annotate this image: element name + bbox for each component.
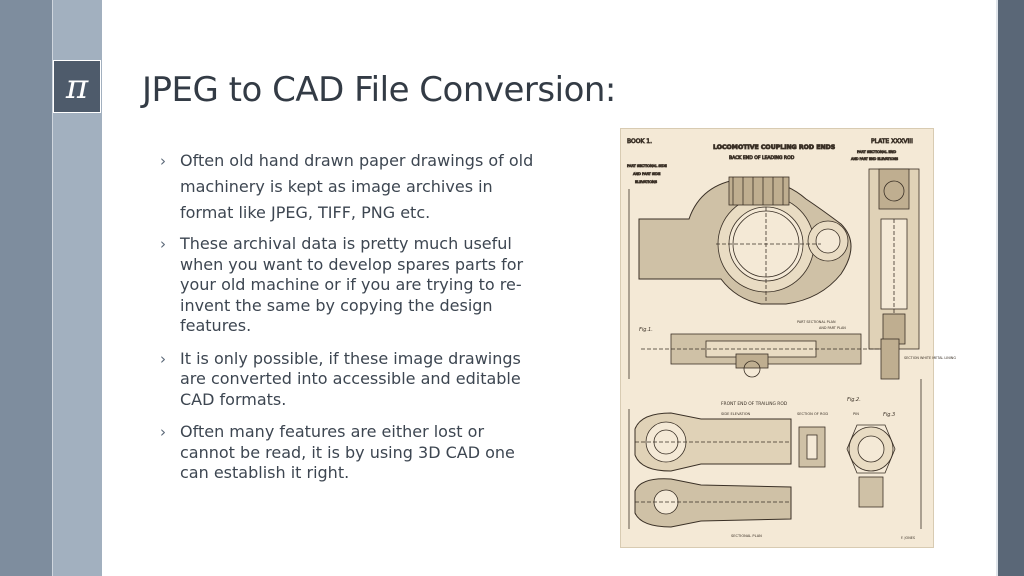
left-accent-band	[0, 0, 52, 576]
section-white-metal: SECTION WHITE METAL LINING	[904, 356, 956, 360]
bullet-text: Often many features are either lost or cannot be read, it is by using 3D CAD one can establish it right.	[180, 422, 515, 482]
bullet-text: These archival data is pretty much useful when you want to develop spares parts for your old machine or if you are trying to re-invent the same by copying the design features.	[180, 234, 524, 335]
bullet-item	[160, 148, 540, 226]
elevations-label: ELEVATIONS	[635, 180, 658, 184]
slide-title: JPEG to CAD File Conversion:	[142, 70, 616, 110]
fig-1-label: Fig.1.	[639, 327, 653, 333]
bullet-text: Often old hand drawn paper drawings of old machinery is kept as image archives in format like JPEG, TIFF, PNG etc.	[180, 151, 534, 222]
bullet-item	[160, 234, 540, 337]
pin-label: PIN	[853, 412, 859, 416]
pi-logo-icon: π	[53, 60, 101, 113]
signature: F. JONES	[901, 536, 916, 540]
bullet-item	[160, 349, 540, 411]
fig-2-label: Fig.2.	[847, 397, 861, 403]
section-of-rod-label: SECTION OF ROD	[797, 412, 829, 416]
part-sectional-side: PART SECTIONAL SIDE	[627, 164, 667, 168]
right-accent-band	[998, 0, 1024, 576]
chevron-right-icon: ›	[160, 235, 166, 253]
bullet-item	[160, 422, 540, 484]
drawing-heading: LOCOMOTIVE COUPLING ROD ENDS	[713, 144, 836, 151]
bullet-text: It is only possible, if these image drawings are converted into accessible and editable CAD formats.	[180, 348, 521, 409]
fig-3-label: Fig.3	[883, 412, 896, 418]
part-sectional-plan: PART SECTIONAL PLAN	[797, 320, 836, 324]
engineering-drawing	[621, 129, 956, 547]
part-sectional-end: PART SECTIONAL END	[857, 150, 897, 154]
chevron-right-icon: ›	[160, 423, 166, 441]
sectional-plan-label: SECTIONAL PLAN	[731, 534, 762, 538]
chevron-right-icon: ›	[160, 152, 166, 170]
side-elevation-label: SIDE ELEVATION	[721, 412, 751, 416]
plate-label: PLATE XXXVIII	[871, 138, 913, 145]
and-part-side: AND PART SIDE	[633, 172, 661, 176]
and-part-end: AND PART END ELEVATIONS	[851, 157, 899, 161]
drawing-subheading-bottom: FRONT END OF TRAILING ROD	[721, 402, 788, 407]
cad-drawing-image	[620, 128, 956, 548]
bullet-list	[160, 148, 540, 496]
drawing-subheading-top: BACK END OF LEADING ROD	[729, 156, 795, 161]
book-label: BOOK 1.	[627, 138, 653, 145]
chevron-right-icon: ›	[160, 349, 166, 368]
and-part-plan: AND PART PLAN	[819, 326, 846, 330]
